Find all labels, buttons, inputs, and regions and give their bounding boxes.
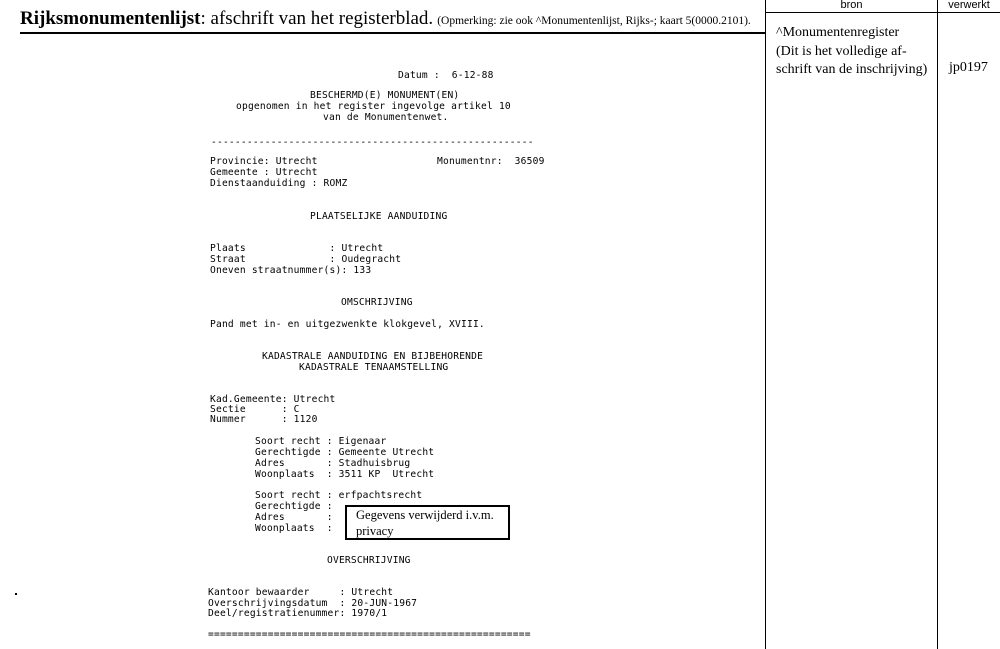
doc-section-plaatselijke: PLAATSELIJKE AANDUIDING — [310, 211, 448, 222]
doc-heading-line3: van de Monumentenwet. — [323, 112, 449, 123]
doc-kantoor-bewaarder: Kantoor bewaarder : Utrecht — [208, 587, 394, 598]
bron-cell: ^Monumentenregister (Dit is het volledige af- schrift van de inschrijving) — [776, 25, 928, 77]
doc-straat: Straat : Oudegracht — [210, 254, 402, 265]
verwerkt-cell: jp0197 — [949, 60, 988, 75]
column-header-divider — [765, 12, 1000, 13]
doc-recht1-soort: Soort recht : Eigenaar — [255, 436, 387, 447]
doc-straatnummer: Oneven straatnummer(s): 133 — [210, 265, 372, 276]
column-header-verwerkt: verwerkt — [948, 0, 990, 11]
doc-section-kadastrale-line2: KADASTRALE TENAAMSTELLING — [299, 362, 449, 373]
doc-section-omschrijving: OMSCHRIJVING — [341, 297, 413, 308]
doc-datum: Datum : 6-12-88 — [398, 70, 494, 81]
doc-kad-gemeente: Kad.Gemeente: Utrecht — [210, 394, 336, 405]
doc-recht2-adres: Adres : — [255, 512, 333, 523]
column-divider-left — [765, 0, 766, 649]
doc-omschrijving: Pand met in- en uitgezwenkte klokgevel, XVIII. — [210, 319, 485, 330]
header-note: (Opmerking: zie ook ^Monumentenlijst, Rijks-; kaart 5(0000.2101). — [437, 15, 751, 27]
privacy-notice-box: Gegevens verwijderd i.v.m. privacy — [345, 505, 510, 540]
doc-heading: BESCHERMD(E) MONUMENT(EN) — [310, 90, 460, 101]
page-header — [20, 8, 760, 30]
doc-recht2-gerechtigde: Gerechtigde : — [255, 501, 333, 512]
doc-recht1-adres: Adres : Stadhuisbrug — [255, 458, 411, 469]
doc-nummer: Nummer : 1120 — [210, 414, 318, 425]
doc-rule-top: ------------------------------------------------------ — [211, 137, 534, 148]
doc-registratienummer: Deel/registratienummer: 1970/1 — [208, 608, 388, 619]
doc-heading-line2: opgenomen in het register ingevolge artikel 10 — [236, 101, 511, 112]
header-title: Rijksmonumentenlijst — [20, 8, 201, 29]
scan-speck — [15, 593, 17, 595]
doc-recht1-woonplaats: Woonplaats : 3511 KP Utrecht — [255, 469, 435, 480]
doc-overschrijvingsdatum: Overschrijvingsdatum : 20-JUN-1967 — [208, 598, 418, 609]
doc-dienstaanduiding: Dienstaanduiding : ROMZ — [210, 178, 348, 189]
doc-provincie: Provincie: Utrecht — [210, 156, 318, 167]
header-subtitle: : afschrift van het registerblad. — [200, 8, 434, 29]
doc-section-overschrijving: OVERSCHRIJVING — [327, 555, 411, 566]
column-divider-right — [937, 0, 938, 649]
doc-monumentnr: Monumentnr: 36509 — [437, 156, 545, 167]
doc-recht1-gerechtigde: Gerechtigde : Gemeente Utrecht — [255, 447, 435, 458]
column-header-bron: bron — [840, 0, 863, 11]
doc-sectie: Sectie : C — [210, 404, 300, 415]
doc-plaats: Plaats : Utrecht — [210, 243, 384, 254]
doc-section-kadastrale: KADASTRALE AANDUIDING EN BIJBEHORENDE — [262, 351, 484, 362]
doc-recht2-woonplaats: Woonplaats : — [255, 523, 333, 534]
doc-gemeente: Gemeente : Utrecht — [210, 167, 318, 178]
doc-recht2-soort: Soort recht : erfpachtsrecht — [255, 490, 423, 501]
header-divider — [20, 32, 766, 34]
doc-rule-bottom: ====================================================== — [208, 629, 531, 640]
